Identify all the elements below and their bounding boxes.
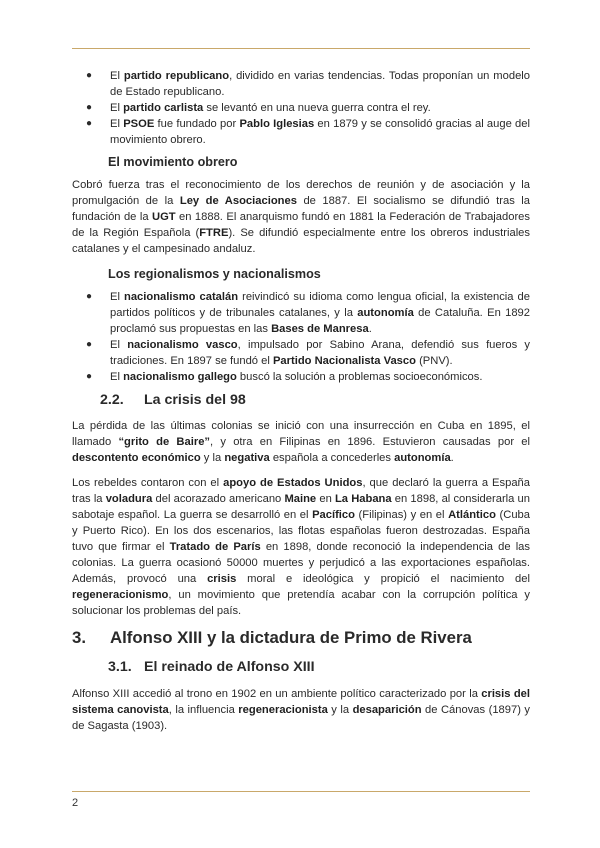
list-item-text: El PSOE fue fundado por Pablo Iglesias en 1879 y se consolidó gracias al auge del movimiento obrero. (110, 118, 530, 146)
subheading-regionalismos: Los regionalismos y nacionalismos (108, 267, 321, 281)
parties-list (72, 68, 530, 148)
list-item-text: El nacionalismo vasco, impulsado por Sabino Arana, defendió sus fueros y tradiciones. En 1897 se fundó el Partido Nacionalista Vasco (PNV). (110, 339, 530, 367)
bullet-icon: ● (86, 70, 93, 81)
bullet-icon: ● (86, 102, 93, 113)
list-item (72, 337, 530, 369)
section-number: 2.2. (100, 392, 124, 408)
list-item (72, 369, 530, 385)
chapter-number: 3. (72, 628, 86, 647)
list-item (72, 100, 530, 116)
page-content (72, 68, 530, 743)
section-title: El reinado de Alfonso XIII (144, 659, 315, 675)
chapter-title: Alfonso XIII y la dictadura de Primo de Rivera (110, 628, 472, 647)
section-title: La crisis del 98 (144, 392, 246, 408)
footer-rule (72, 791, 530, 792)
nationalisms-list (72, 289, 530, 385)
paragraph-movimiento-obrero: Cobró fuerza tras el reconocimiento de los derechos de reunión y de asociación y la promulgación de la Ley de Asociaciones de 1887. El socialismo se difundió tras la fundación de la UGT en 1888. El anarquismo fundó en 1881 la Federación de Trabajadores de la Región Española (FTRE). Se difundió especialmente entre los obreros industriales catalanes y el campesinado andaluz. (72, 179, 531, 255)
bullet-icon: ● (86, 291, 93, 302)
list-item (72, 68, 530, 100)
list-item-text: El partido republicano, dividido en varias tendencias. Todas proponían un modelo de Estado republicano. (110, 70, 530, 98)
paragraph-crisis-1: La pérdida de las últimas colonias se inició con una insurrección en Cuba en 1895, el llamado “grito de Baire”, y otra en Filipinas en 1896. Estuvieron causadas por el descontento económico y la negativa española a concederles autonomía. (72, 420, 530, 464)
list-item (72, 116, 530, 148)
paragraph-reinado: Alfonso XIII accedió al trono en 1902 en un ambiente político caracterizado por la crisis del sistema canovista, la influencia regeneracionista y la desaparición de Cánovas (1897) y de Sagasta (1903). (72, 688, 531, 732)
list-item-text: El partido carlista se levantó en una nueva guerra contra el rey. (110, 102, 431, 114)
bullet-icon: ● (86, 371, 93, 382)
paragraph-crisis-2: Los rebeldes contaron con el apoyo de Estados Unidos, que declaró la guerra a España tras la voladura del acorazado americano Maine en La Habana en 1898, al considerarla un sabotaje español. La guerra se desarrolló en el Pacífico (Filipinas) y en el Atlántico (Cuba y Puerto Rico). En los dos escenarios, las flotas españolas fueron destrozadas. España tuvo que firmar el Tratado de París en 1898, donde reconoció la independencia de las colonias. La guerra ocasionó 50000 muertes y perjudicó a las exportaciones españolas. Además, provocó una crisis moral e ideológica y propició el nacimiento del regeneracionismo, un movimiento que pretendía acabar con la corrupción política y solucionar los problemas del país. (72, 477, 531, 617)
list-item-text: El nacionalismo catalán reivindicó su idioma como lengua oficial, la existencia de partidos políticos y de tribunales catalanes, y la autonomía de Cataluña. En 1892 proclamó sus propuestas en las Bases de Manresa. (110, 291, 530, 335)
bullet-icon: ● (86, 339, 93, 350)
bullet-icon: ● (86, 118, 93, 129)
list-item (72, 289, 530, 337)
list-item-text: El nacionalismo gallego buscó la solución a problemas socioeconómicos. (110, 371, 483, 383)
subheading-movimiento-obrero: El movimiento obrero (108, 155, 238, 169)
section-heading-reinado (72, 658, 530, 676)
chapter-heading-alfonso-xiii (72, 628, 530, 648)
section-number: 3.1. (108, 659, 132, 675)
header-rule (72, 48, 530, 49)
page-number: 2 (72, 797, 79, 809)
section-heading-crisis-98 (72, 391, 530, 409)
